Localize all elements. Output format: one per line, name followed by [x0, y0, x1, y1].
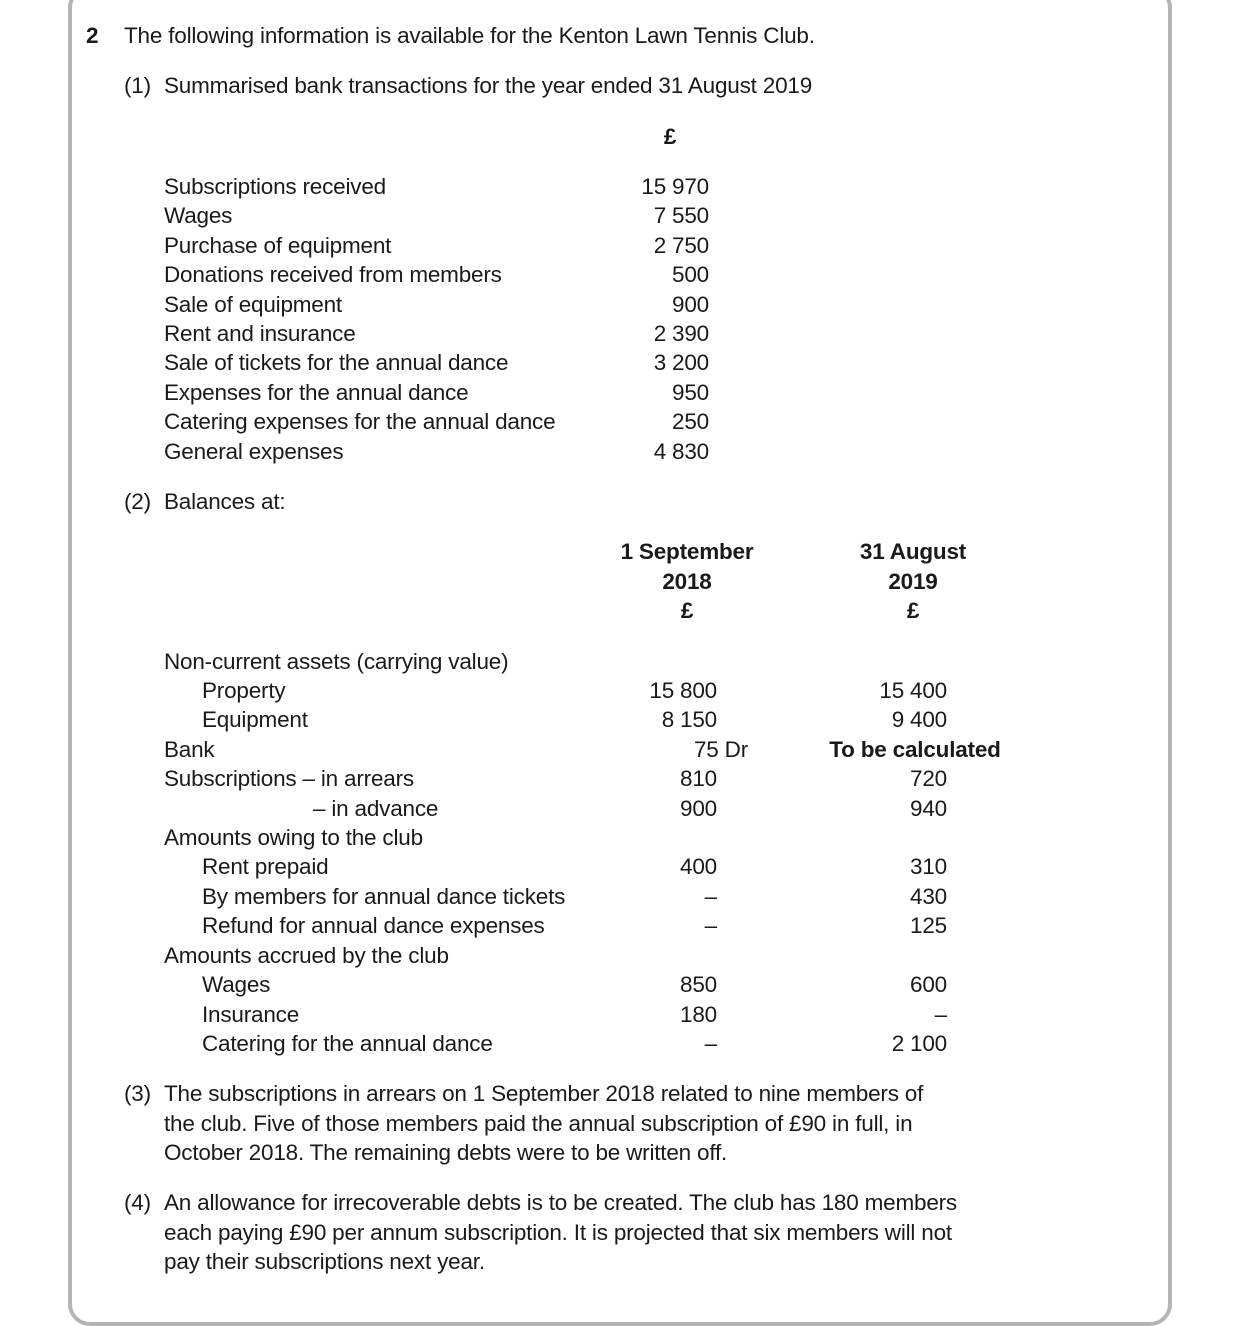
balance-2018-value: 75 Dr [693, 737, 748, 762]
balance-label: Catering for the annual dance [202, 1031, 493, 1056]
balance-2019-value: 430 [910, 884, 947, 909]
balance-2019-value: 2 100 [891, 1031, 947, 1056]
part1-title: Summarised bank transactions for the year ended 31 August 2019 [164, 73, 813, 98]
balance-label: Refund for annual dance expenses [202, 913, 545, 938]
transaction-label: Sale of equipment [164, 291, 342, 317]
balance-label: Amounts owing to the club [164, 825, 423, 850]
transaction-label: Expenses for the annual dance [164, 379, 469, 405]
part3-line-1: The subscriptions in arrears on 1 September 2018 related to nine members of [164, 1081, 924, 1106]
col2-header-date: 31 August [859, 539, 967, 564]
question-number: 2 [86, 23, 99, 48]
part1-number: (1) [124, 73, 151, 98]
balance-2018-value: 15 800 [649, 678, 717, 703]
balance-2018-value: 400 [680, 854, 717, 879]
balance-label: Rent prepaid [202, 854, 329, 879]
part4-number: (4) [124, 1190, 151, 1215]
transaction-label: Rent and insurance [164, 321, 356, 346]
balance-2019-value: 600 [910, 972, 947, 997]
balance-2019-value: 940 [910, 796, 947, 821]
transaction-amount: 15 970 [641, 174, 709, 199]
balance-2019-value: 720 [910, 766, 947, 791]
transaction-amount: 250 [672, 409, 709, 435]
col2-header-year: 2019 [888, 569, 938, 594]
transaction-label: Wages [164, 203, 233, 229]
balance-2019-value: 15 400 [879, 678, 947, 703]
col1-header-year: 2018 [662, 569, 712, 594]
part4-line-3: pay their subscriptions next year. [164, 1249, 485, 1274]
bank-balance-to-be-calculated: To be calculated [829, 737, 1001, 762]
transaction-amount: 2 390 [653, 321, 709, 346]
part3-line-2: the club. Five of those members paid the annual subscription of £90 in full, in [164, 1111, 913, 1136]
balance-label: Amounts accrued by the club [164, 943, 449, 968]
balance-label: Property [202, 678, 286, 703]
balance-label: Insurance [202, 1002, 300, 1027]
balance-2018-value: 810 [680, 766, 717, 791]
part3-line-3: October 2018. The remaining debts were to be written off. [164, 1140, 728, 1165]
balance-2018-value: 900 [680, 796, 717, 821]
transaction-amount: 2 750 [653, 232, 709, 258]
balance-2019-value: – [934, 1002, 947, 1027]
balance-2019-value: 125 [910, 913, 947, 938]
transaction-label: Donations received from members [164, 262, 502, 288]
balance-label: By members for annual dance tickets [202, 884, 566, 909]
part4-line-1: An allowance for irrecoverable debts is to be created. The club has 180 members [164, 1190, 957, 1215]
part1-currency-header: £ [663, 124, 677, 149]
question-intro: The following information is available for the Kenton Lawn Tennis Club. [124, 23, 815, 48]
transaction-amount: 950 [672, 379, 709, 405]
part2-title: Balances at: [164, 489, 286, 514]
balance-2019-value: 310 [910, 854, 947, 879]
part3-number: (3) [124, 1081, 151, 1106]
balance-2018-value: 8 150 [661, 707, 717, 732]
balance-label: Bank [164, 737, 215, 762]
balance-label: Non-current assets (carrying value) [164, 649, 509, 674]
transaction-amount: 7 550 [653, 203, 709, 229]
transaction-label: Subscriptions received [164, 174, 386, 199]
transaction-amount: 4 830 [653, 438, 709, 464]
balance-2018-value: 850 [680, 972, 717, 997]
transaction-amount: 3 200 [653, 350, 709, 376]
transaction-amount: 500 [672, 262, 709, 288]
col1-header-date: 1 September [620, 539, 754, 564]
balance-2018-value: 180 [680, 1002, 717, 1027]
transaction-label: Purchase of equipment [164, 232, 392, 258]
balance-2018-value: – [704, 913, 717, 938]
part4-line-2: each paying £90 per annum subscription. It is projected that six members will not [164, 1220, 952, 1245]
transaction-label: Sale of tickets for the annual dance [164, 350, 509, 376]
balance-2018-value: – [704, 1031, 717, 1056]
balance-label: Wages [202, 972, 271, 997]
balance-label: Equipment [202, 707, 308, 732]
part2-number: (2) [124, 489, 151, 514]
balance-label: Subscriptions – in arrears [164, 766, 414, 791]
col1-header-currency: £ [680, 598, 694, 623]
transaction-label: General expenses [164, 438, 344, 464]
transaction-amount: 900 [672, 291, 709, 317]
transaction-label: Catering expenses for the annual dance [164, 409, 556, 435]
balance-2018-value: – [704, 884, 717, 909]
balance-2019-value: 9 400 [891, 707, 947, 732]
col2-header-currency: £ [906, 598, 920, 623]
balance-label: – in advance [313, 796, 439, 821]
